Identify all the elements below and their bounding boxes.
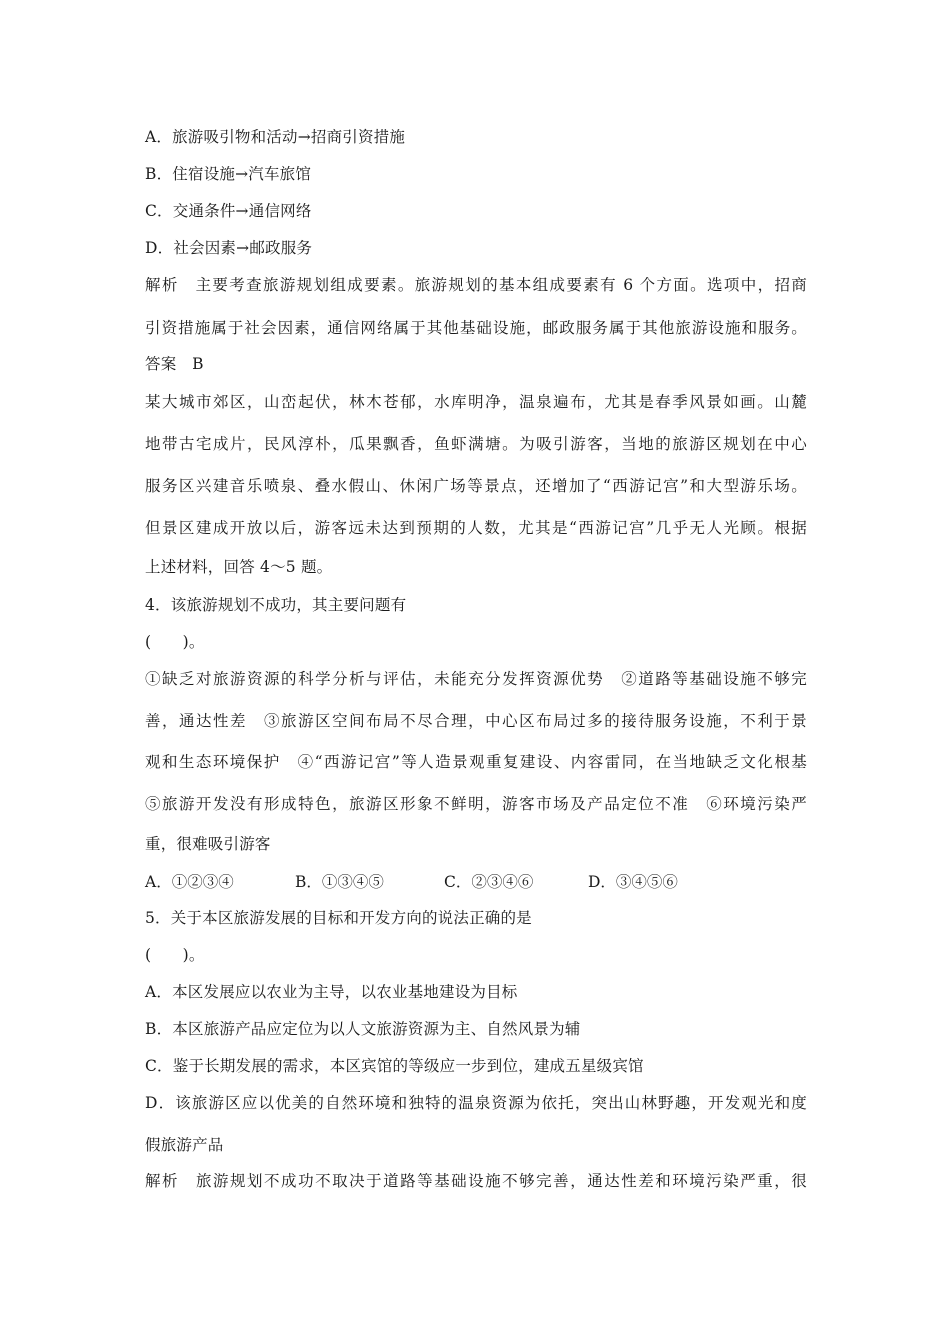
- q4-statement-line-1: ①缺乏对旅游资源的科学分析与评估，未能充分发挥资源优势 ②道路等基础设施不够完: [145, 670, 807, 688]
- q4-option-d: D．③④⑤⑥: [588, 873, 678, 891]
- q3-option-b: B．住宿设施→汽车旅馆: [145, 165, 312, 183]
- q3-option-c: C．交通条件→通信网络: [145, 202, 312, 220]
- material-line-1: 某大城市郊区，山峦起伏，林木苍郁，水库明净，温泉遍布，尤其是春季风景如画。山麓: [145, 393, 807, 411]
- q5-blank: ( )。: [145, 946, 205, 964]
- q4-statement-line-5: 重，很难吸引游客: [145, 835, 271, 853]
- q4-statement-line-4: ⑤旅游开发没有形成特色，旅游区形象不鲜明，游客市场及产品定位不准 ⑥环境污染严: [145, 795, 807, 813]
- q4-statement-line-3: 观和生态环境保护 ④“西游记宫”等人造景观重复建设、内容雷同，在当地缺乏文化根基: [145, 753, 807, 771]
- final-analysis: 解析 旅游规划不成功不取决于道路等基础设施不够完善，通达性差和环境污染严重，很: [145, 1172, 807, 1190]
- q5-stem: 5．关于本区旅游发展的目标和开发方向的说法正确的是: [145, 909, 532, 927]
- q4-option-a: A．①②③④: [145, 873, 234, 891]
- q4-option-b: B．①③④⑤: [295, 873, 384, 891]
- material-line-3: 服务区兴建音乐喷泉、叠水假山、休闲广场等景点，还增加了“西游记宫”和大型游乐场。: [145, 477, 807, 495]
- material-line-4: 但景区建成开放以后，游客远未达到预期的人数，尤其是“西游记宫”几乎无人光顾。根据: [145, 519, 807, 537]
- q5-option-b: B．本区旅游产品应定位为以人文旅游资源为主、自然风景为辅: [145, 1020, 581, 1038]
- q4-stem: 4．该旅游规划不成功，其主要问题有: [145, 596, 407, 614]
- q3-analysis-line-1: 解析 主要考查旅游规划组成要素。旅游规划的基本组成要素有 6 个方面。选项中，招商: [145, 276, 807, 294]
- q4-option-c: C．②③④⑥: [444, 873, 534, 891]
- q5-option-c: C．鉴于长期发展的需求，本区宾馆的等级应一步到位，建成五星级宾馆: [145, 1057, 644, 1075]
- material-line-2: 地带古宅成片，民风淳朴，瓜果飘香，鱼虾满塘。为吸引游客，当地的旅游区规划在中心: [145, 435, 807, 453]
- q3-analysis-line-2: 引资措施属于社会因素，通信网络属于其他基础设施，邮政服务属于其他旅游设施和服务。: [145, 319, 807, 337]
- q3-answer: 答案 B: [145, 355, 204, 373]
- q3-option-a: A．旅游吸引物和活动→招商引资措施: [145, 128, 406, 146]
- q5-option-d-line-2: 假旅游产品: [145, 1136, 224, 1154]
- q4-statement-line-2: 善，通达性差 ③旅游区空间布局不尽合理，中心区布局过多的接待服务设施，不利于景: [145, 712, 807, 730]
- q4-blank: ( )。: [145, 633, 205, 651]
- material-line-5: 上述材料，回答 4～5 题。: [145, 558, 333, 576]
- q5-option-d-line-1: D．该旅游区应以优美的自然环境和独特的温泉资源为依托，突出山林野趣，开发观光和度: [145, 1094, 807, 1112]
- q5-option-a: A．本区发展应以农业为主导，以农业基地建设为目标: [145, 983, 518, 1001]
- q3-option-d: D．社会因素→邮政服务: [145, 239, 313, 257]
